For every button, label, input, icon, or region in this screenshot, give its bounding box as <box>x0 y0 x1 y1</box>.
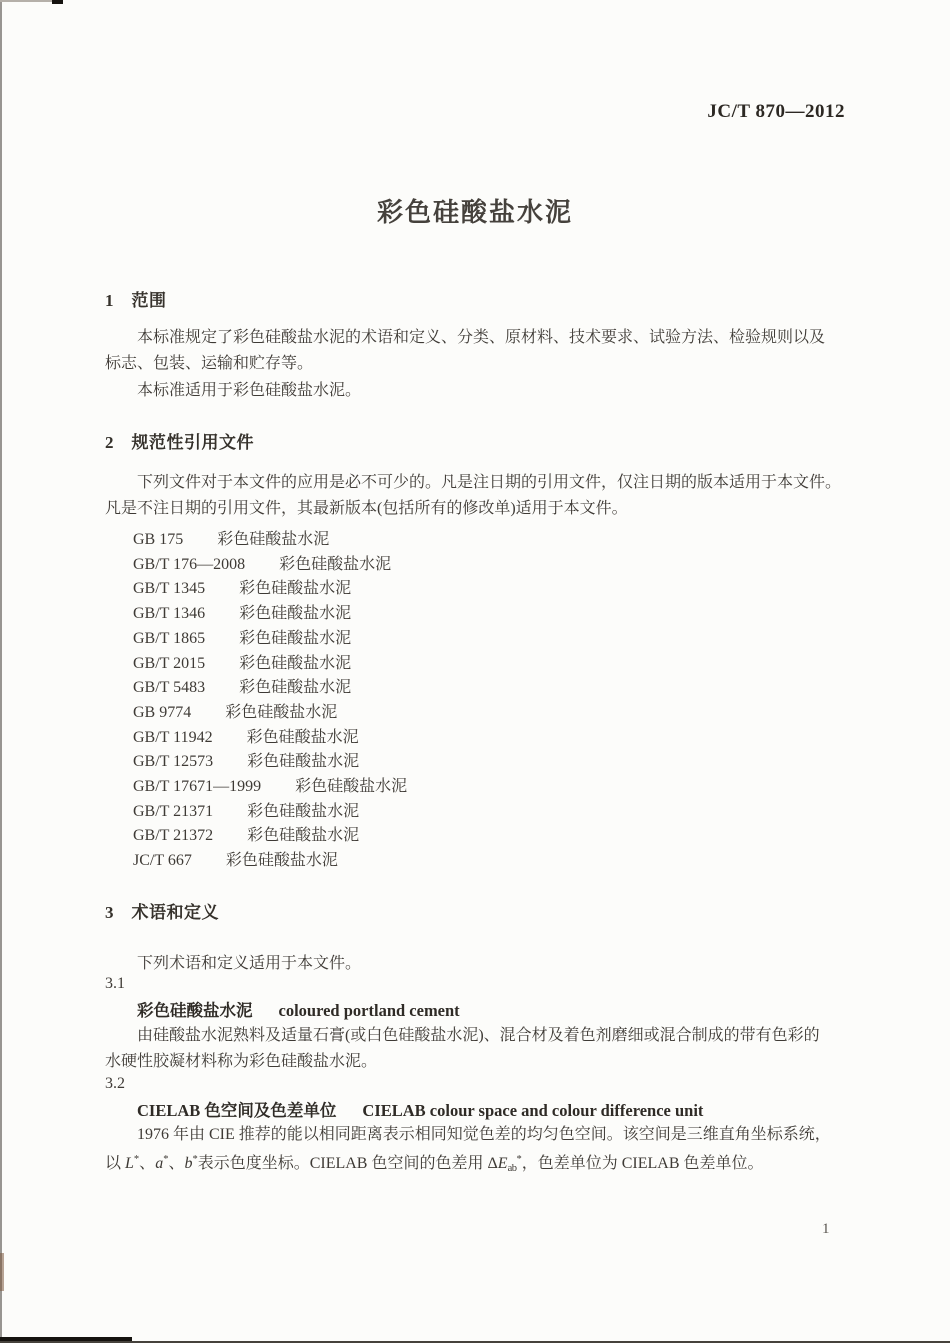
reference-item <box>133 577 407 602</box>
reference-item <box>133 750 407 775</box>
page-number: 1 <box>822 1221 830 1237</box>
normative-paragraph <box>105 470 895 522</box>
reference-title: 彩色硅酸盐水泥 <box>217 531 330 548</box>
reference-code: GB/T 12573 <box>133 753 214 771</box>
section-1-heading: 1 范围 <box>105 291 167 310</box>
reference-title: 彩色硅酸盐水泥 <box>225 703 338 721</box>
reference-code: GB/T 176—2008 <box>133 555 246 573</box>
text-line: 以 L*、a*、b*表示色度坐标。CIELAB 色空间的色差用 ΔEab*，色差单位为 CIELAB 色差单位。 <box>105 1153 764 1174</box>
reference-title: 彩色硅酸盐水泥 <box>225 852 338 870</box>
reference-item <box>133 528 407 553</box>
term-3-2-name-zh: CIELAB 色空间及色差单位 <box>137 1101 337 1120</box>
reference-item <box>133 652 407 677</box>
term-3-1-name-en: coloured portland cement <box>278 1001 460 1020</box>
reference-item <box>133 701 407 726</box>
reference-item <box>133 676 407 701</box>
reference-list <box>133 528 407 874</box>
reference-title: 彩色硅酸盐水泥 <box>247 753 360 771</box>
reference-title: 彩色硅酸盐水泥 <box>239 679 352 697</box>
document-title: 彩色硅酸盐水泥 <box>376 198 573 227</box>
reference-code: GB/T 1346 <box>133 605 206 623</box>
reference-title: 彩色硅酸盐水泥 <box>239 654 352 672</box>
reference-title: 彩色硅酸盐水泥 <box>239 580 352 598</box>
reference-code: GB/T 1345 <box>133 580 206 598</box>
reference-item <box>133 849 407 874</box>
reference-code: GB/T 17671—1999 <box>133 778 262 796</box>
text-line: 1976 年由 CIE 推荐的能以相同距离表示相同知觉色差的均匀色空间。该空间是三维直角坐标系统， <box>105 1126 831 1143</box>
term-3-1-title <box>137 997 460 1021</box>
doc-code: JC/T 870—2012 <box>707 101 845 122</box>
reference-title: 彩色硅酸盐水泥 <box>246 728 359 746</box>
text-line: 水硬性胶凝材料称为彩色硅酸盐水泥。 <box>105 1052 378 1070</box>
term-3-2-title <box>137 1097 703 1121</box>
scope-paragraph-2: 本标准适用于彩色硅酸盐水泥。 <box>105 382 362 399</box>
term-3-1-number: 3.1 <box>105 975 125 992</box>
reference-code: GB/T 11942 <box>133 728 213 746</box>
reference-code: GB/T 5483 <box>133 679 206 697</box>
text-line: 本标准规定了彩色硅酸盐水泥的术语和定义、分类、原材料、技术要求、试验方法、检验规则以及 <box>105 329 826 346</box>
text-line: 标志、包装、运输和贮存等。 <box>105 355 314 372</box>
section-2-heading: 2 规范性引用文件 <box>105 433 254 452</box>
reference-code: JC/T 667 <box>133 852 192 870</box>
reference-code: GB 9774 <box>133 703 192 721</box>
reference-code: GB/T 1865 <box>133 629 206 647</box>
terms-intro: 下列术语和定义适用于本文件。 <box>105 955 362 972</box>
scan-smudge <box>0 1253 4 1291</box>
term-3-2-definition <box>105 1123 895 1182</box>
reference-title: 彩色硅酸盐水泥 <box>239 605 352 623</box>
reference-code: GB/T 2015 <box>133 654 206 672</box>
term-3-2-name-en: CIELAB colour space and colour difference unit <box>362 1101 704 1120</box>
reference-title: 彩色硅酸盐水泥 <box>247 802 360 820</box>
text-line: 凡是不注日期的引用文件，其最新版本(包括所有的修改单)适用于本文件。 <box>105 500 628 517</box>
term-3-1-name-zh: 彩色硅酸盐水泥 <box>137 1001 253 1020</box>
reference-item <box>133 824 407 849</box>
text-line: 由硅酸盐水泥熟料及适量石膏(或白色硅酸盐水泥)、混合材及着色剂磨细或混合制成的带有色彩的 <box>105 1027 820 1044</box>
scan-edge-top-line <box>0 0 52 2</box>
section-3-heading: 3 术语和定义 <box>105 903 219 922</box>
reference-title: 彩色硅酸盐水泥 <box>279 555 392 573</box>
reference-item <box>133 800 407 825</box>
reference-code: GB/T 21371 <box>133 802 214 820</box>
reference-code: GB 175 <box>133 531 184 548</box>
reference-title: 彩色硅酸盐水泥 <box>247 827 360 845</box>
reference-item <box>133 775 407 800</box>
reference-item <box>133 602 407 627</box>
reference-item <box>133 553 407 578</box>
reference-code: GB/T 21372 <box>133 827 214 845</box>
scope-paragraph-1 <box>105 325 895 377</box>
reference-item <box>133 726 407 751</box>
scan-edge-top-dash <box>52 0 63 4</box>
reference-title: 彩色硅酸盐水泥 <box>295 778 408 796</box>
term-3-2-number: 3.2 <box>105 1075 125 1092</box>
term-3-1-definition <box>105 1023 895 1074</box>
text-line: 下列文件对于本文件的应用是必不可少的。凡是注日期的引用文件，仅注日期的版本适用于本文件。 <box>105 474 842 491</box>
reference-title: 彩色硅酸盐水泥 <box>239 629 352 647</box>
reference-item <box>133 627 407 652</box>
